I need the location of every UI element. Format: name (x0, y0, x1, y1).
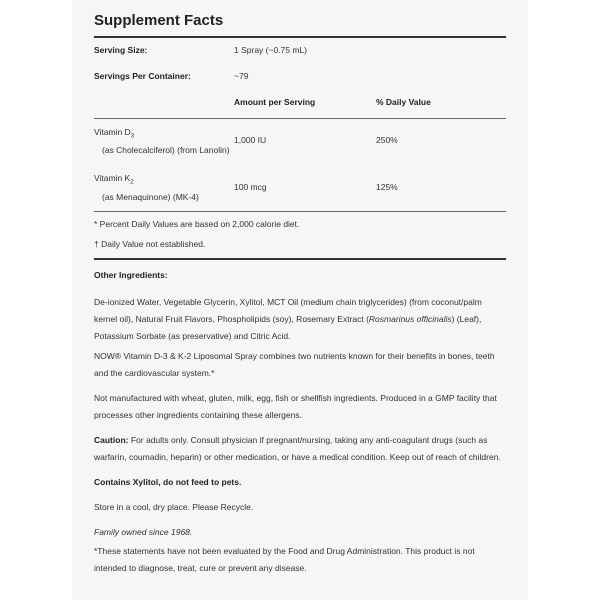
nutrient-name: Vitamin $K_2$ (94, 173, 134, 186)
header-divider (94, 118, 506, 119)
title-divider (94, 36, 506, 38)
nutrients-divider (94, 211, 506, 212)
servings-per-container-label: Servings Per Container: (94, 71, 191, 81)
storage-instructions: Store in a cool, dry place. Please Recycle. (94, 502, 254, 512)
xylitol-warning: Contains Xylitol, do not feed to pets. (94, 477, 242, 487)
allergen-statement: Not manufactured with wheat, gluten, milk, egg, fish or shellfish ingredients. Produced in a GMP facility that processes other ingredients containing these allergens. (94, 393, 497, 420)
nutrient-amount: 1,000 IU (234, 135, 267, 145)
nutrient-daily-value: 125% (376, 182, 398, 192)
fda-disclaimer: *These statements have not been evaluated by the Food and Drug Administration. This product is not intended to diagnose, treat, cure or prevent any disease. (94, 546, 475, 573)
percent-footnote: * Percent Daily Values are based on 2,000 calorie diet. (94, 219, 300, 229)
caution-statement: Caution: For adults only. Consult physician if pregnant/nursing, taking any anti-coagulant drugs (such as warfarin, coumadin, heparin) or other medication, or have a medical condition. Keep out of reach of children. (94, 435, 501, 462)
other-ingredients-text: De-ionized Water, Vegetable Glycerin, Xylitol, MCT Oil (medium chain triglycerides) (from coconut/palm kernel oil), Natural Fruit Flavors, Phospholipids (soy), Rosemary Extract (Rosmarinus officinalis) (Leaf), Potassium Sorbate (as preservative) and Citric Acid. (94, 297, 482, 341)
nutrient-amount: 100 mcg (234, 182, 267, 192)
page-title: Supplement Facts (94, 12, 224, 29)
nutrient-source: (as Menaquinone) (MK-4) (102, 192, 199, 202)
amount-column-header: Amount per Serving (234, 97, 316, 107)
dagger-footnote: † Daily Value not established. (94, 239, 206, 249)
serving-size-value: 1 Spray (~0.75 mL) (234, 45, 307, 55)
nutrient-daily-value: 250% (376, 135, 398, 145)
family-owned-note: Family owned since 1968. (94, 527, 193, 537)
footnotes-divider (94, 258, 506, 260)
serving-size-label: Serving Size: (94, 45, 148, 55)
nutrient-source: (as Cholecalciferol) (from Lanolin) (102, 145, 230, 155)
other-ingredients-label: Other Ingredients: (94, 270, 168, 280)
product-description: NOW® Vitamin D-3 & K-2 Liposomal Spray combines two nutrients known for their benefits in bones, teeth and the cardiovascular system.* (94, 351, 495, 378)
servings-per-container-value: ~79 (234, 71, 249, 81)
daily-value-column-header: % Daily Value (376, 97, 431, 107)
nutrient-name: Vitamin $D_3$ (94, 127, 135, 140)
supplement-facts-panel (72, 0, 528, 600)
